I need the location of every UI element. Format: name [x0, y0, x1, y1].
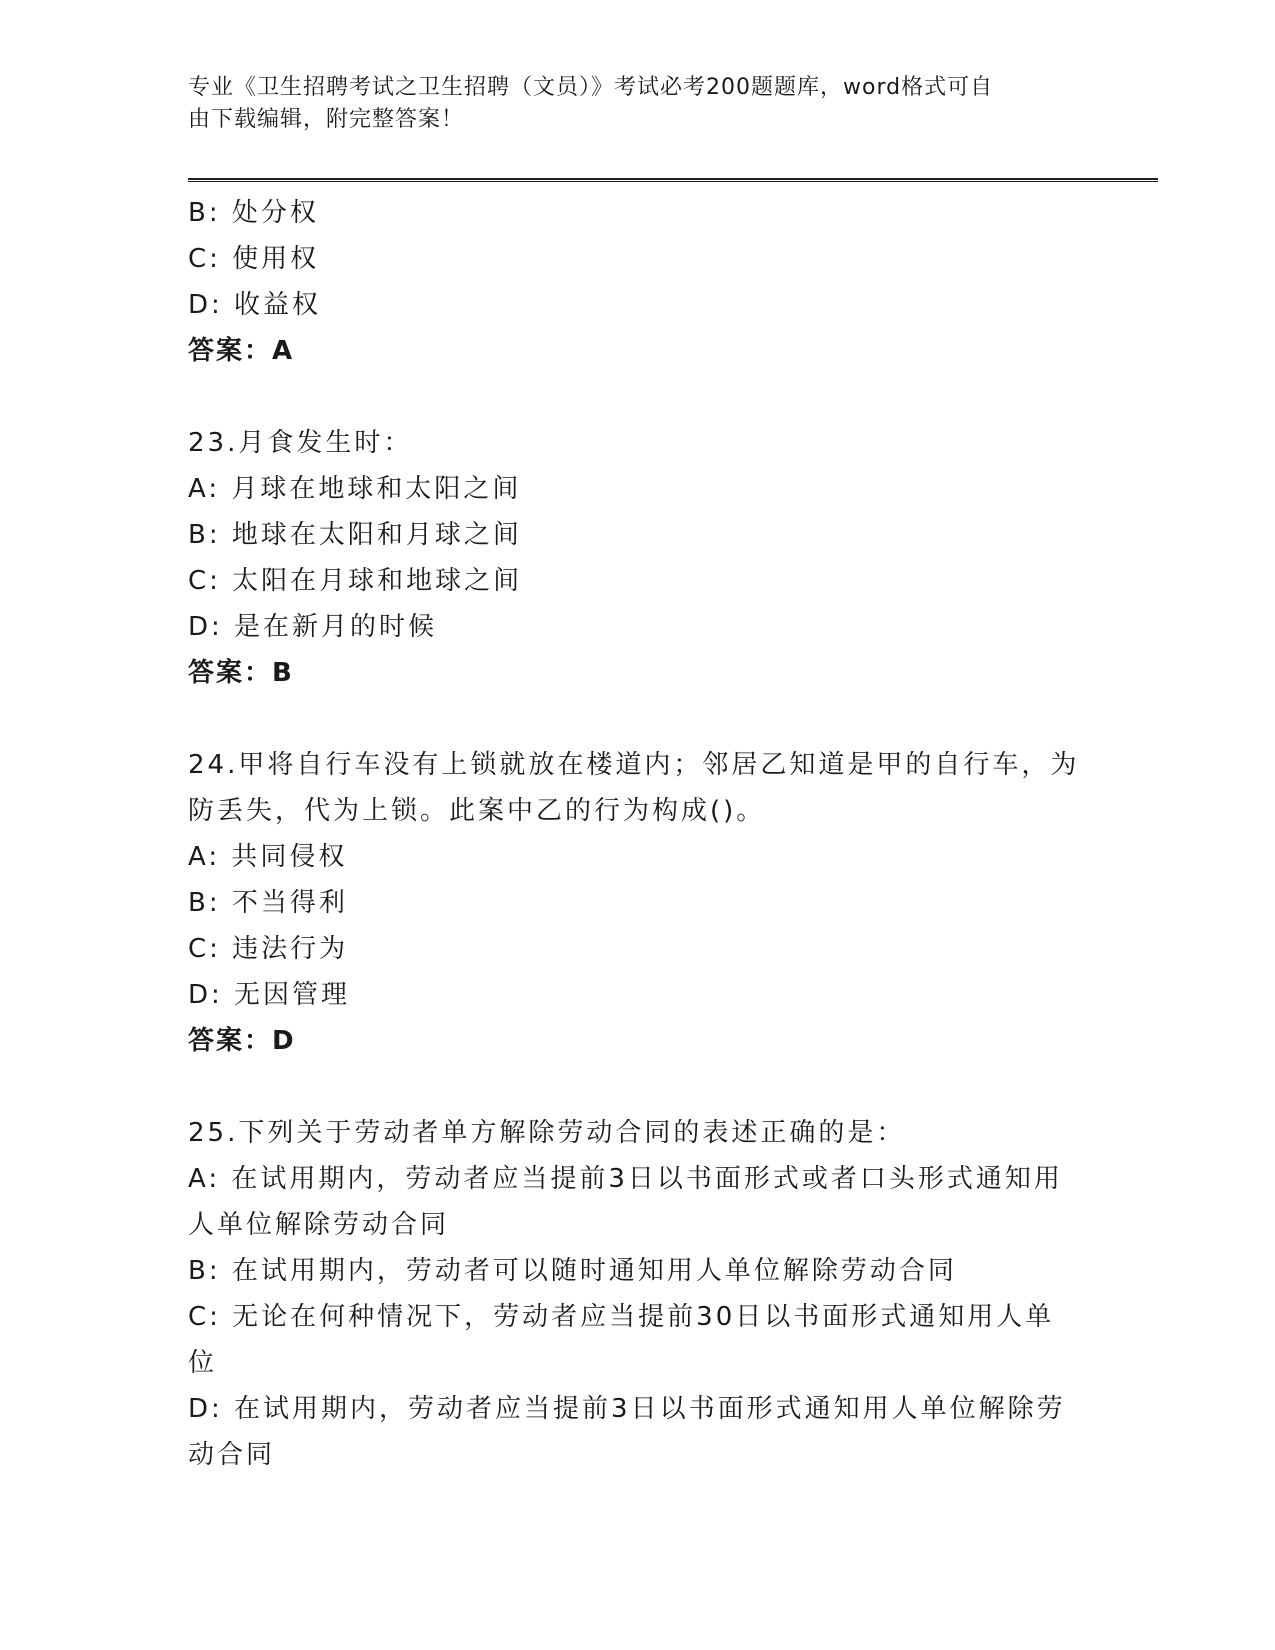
question-23 [188, 420, 1088, 696]
option-line: C: 使用权 [188, 244, 320, 274]
question-24 [188, 742, 1088, 1064]
option-line: A: 月球在地球和太阳之间 [188, 474, 522, 504]
header-line-1: 专业《卫生招聘考试之卫生招聘（文员）》考试必考200题题库，word格式可自 [188, 75, 994, 100]
question-25 [188, 1110, 1088, 1478]
answer-line: 答案：D [188, 1026, 296, 1056]
answer-line: 答案：A [188, 336, 295, 366]
option-line: B: 地球在太阳和月球之间 [188, 520, 522, 550]
option-line: B: 在试用期内，劳动者可以随时通知用人单位解除劳动合同 [188, 1256, 957, 1286]
spacer [188, 374, 1088, 420]
question-text: 防丢失，代为上锁。此案中乙的行为构成()。 [188, 796, 766, 826]
option-line-continued: 动合同 [188, 1440, 276, 1470]
option-line: C: 违法行为 [188, 934, 349, 964]
option-line: D: 收益权 [188, 290, 322, 320]
option-line: B: 处分权 [188, 198, 319, 228]
spacer [188, 1064, 1088, 1110]
carryover-block [188, 190, 1088, 374]
page-header [188, 72, 1088, 136]
option-line: C: 太阳在月球和地球之间 [188, 566, 523, 596]
option-line: D: 是在新月的时候 [188, 612, 438, 642]
option-line: C: 无论在何种情况下，劳动者应当提前30日以书面形式通知用人单 [188, 1302, 1055, 1332]
option-line: A: 在试用期内，劳动者应当提前3日以书面形式或者口头形式通知用 [188, 1164, 1063, 1194]
option-line: D: 在试用期内，劳动者应当提前3日以书面形式通知用人单位解除劳 [188, 1394, 1066, 1424]
option-line-continued: 人单位解除劳动合同 [188, 1210, 450, 1240]
document-body [188, 190, 1088, 1478]
header-line-2: 由下载编辑，附完整答案！ [188, 107, 465, 132]
question-text: 25.下列关于劳动者单方解除劳动合同的表述正确的是： [188, 1118, 906, 1148]
option-line-continued: 位 [188, 1348, 218, 1378]
spacer [188, 696, 1088, 742]
answer-line: 答案：B [188, 658, 294, 688]
question-text: 24.甲将自行车没有上锁就放在楼道内；邻居乙知道是甲的自行车，为 [188, 750, 1080, 780]
header-divider [188, 178, 1158, 182]
question-text: 23.月食发生时： [188, 428, 413, 458]
option-line: B: 不当得利 [188, 888, 348, 918]
option-line: A: 共同侵权 [188, 842, 348, 872]
option-line: D: 无因管理 [188, 980, 351, 1010]
